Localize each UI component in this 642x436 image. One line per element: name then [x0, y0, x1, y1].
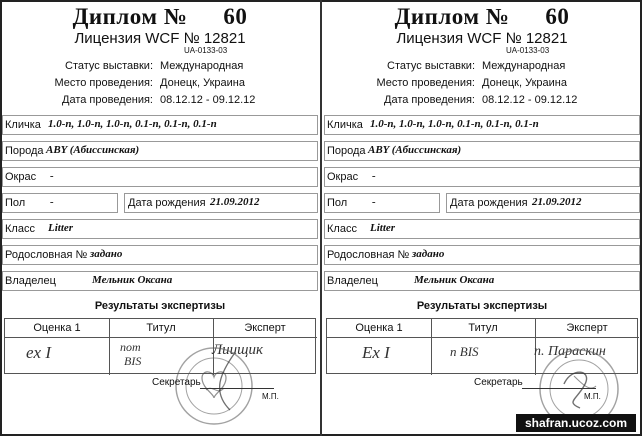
nickname-value: 1.0-n, 1.0-n, 1.0-n, 0.1-n, 0.1-n, 0.1-n	[48, 118, 217, 130]
color-label: Окрас	[327, 171, 359, 183]
diploma-title	[322, 4, 642, 30]
date-value: 08.12.12 - 09.12.12	[160, 94, 256, 106]
field-pedigree	[0, 245, 318, 265]
field-owner	[322, 271, 640, 291]
col-grade: Оценка 1	[355, 322, 403, 334]
owner-label: Владелец	[327, 275, 378, 287]
birth-value: 21.09.2012	[210, 196, 260, 208]
col-title: Титул	[146, 322, 176, 334]
field-breed	[322, 141, 640, 161]
field-pedigree	[322, 245, 640, 265]
pedigree-label: Родословная №	[5, 249, 88, 261]
nickname-value: 1.0-n, 1.0-n, 1.0-n, 0.1-n, 0.1-n, 0.1-n	[370, 118, 539, 130]
owner-value: Мельник Оксана	[92, 274, 173, 286]
col-grade: Оценка 1	[33, 322, 81, 334]
col-expert: Эксперт	[566, 322, 608, 334]
breed-value: ABY (Абиссинская)	[368, 144, 462, 156]
birth-label: Дата рождения	[450, 197, 528, 209]
license-line: Лицензия WCF № 12821	[74, 30, 246, 47]
field-owner	[0, 271, 318, 291]
col-title: Титул	[468, 322, 498, 334]
class-label: Класс	[5, 223, 35, 235]
results-title: Результаты экспертизы	[94, 300, 226, 312]
results-title: Результаты экспертизы	[416, 300, 548, 312]
table-header-line	[327, 337, 639, 338]
class-value: Litter	[370, 222, 396, 234]
birth-label: Дата рождения	[128, 197, 206, 209]
field-sex-birth	[322, 193, 640, 213]
date-label: Дата проведения:	[62, 94, 153, 106]
place-label: Место проведения:	[376, 77, 475, 89]
breed-value: ABY (Абиссинская)	[46, 144, 140, 156]
pedigree-value: задано	[412, 248, 445, 260]
status-value: Международная	[482, 60, 566, 72]
breed-label: Порода	[5, 145, 44, 157]
diploma-right	[322, 0, 642, 436]
handwritten-title-1: nom	[120, 340, 141, 354]
handwritten-grade: Ex I	[362, 343, 390, 362]
field-nickname	[322, 115, 640, 135]
table-header-line	[5, 337, 317, 338]
expert-signature: Лиищик	[212, 342, 263, 358]
sex-value: -	[50, 196, 54, 208]
sex-label: Пол	[5, 197, 26, 209]
license-line: Лицензия WCF № 12821	[396, 30, 568, 47]
birth-value: 21.09.2012	[532, 196, 582, 208]
handwritten-grade: ex I	[26, 343, 52, 362]
nickname-label: Кличка	[327, 119, 363, 131]
field-breed	[0, 141, 318, 161]
secretary-line	[522, 388, 596, 389]
status-value: Международная	[160, 60, 244, 72]
nickname-label: Кличка	[5, 119, 41, 131]
diploma-left	[0, 0, 320, 436]
color-label: Окрас	[5, 171, 37, 183]
diploma-title-text: Диплом №	[72, 4, 188, 29]
breed-label: Порода	[327, 145, 366, 157]
field-class	[0, 219, 318, 239]
date-value: 08.12.12 - 09.12.12	[482, 94, 578, 106]
owner-value: Мельник Оксана	[414, 274, 495, 286]
place-value: Донецк, Украина	[160, 77, 245, 89]
field-nickname	[0, 115, 318, 135]
status-label: Статус выставки:	[65, 60, 153, 72]
field-class	[322, 219, 640, 239]
field-color	[322, 167, 640, 187]
pedigree-label: Родословная №	[327, 249, 410, 261]
place-label: Место проведения:	[54, 77, 153, 89]
secretary-label: Секретарь	[474, 377, 523, 388]
mp-label: М.П.	[584, 392, 601, 401]
diploma-title	[0, 4, 320, 30]
status-label: Статус выставки:	[387, 60, 475, 72]
place-value: Донецк, Украина	[482, 77, 567, 89]
class-label: Класс	[327, 223, 357, 235]
field-sex-birth	[0, 193, 318, 213]
expert-signature: п. Параскин	[534, 344, 606, 359]
license-code: UA-0133-03	[184, 46, 228, 55]
color-value: -	[372, 170, 376, 182]
secretary-label: Секретарь	[152, 377, 201, 388]
handwritten-title: n BIS	[450, 344, 479, 359]
handwritten-title-2: BIS	[124, 354, 142, 368]
col-expert: Эксперт	[244, 322, 286, 334]
mp-label: М.П.	[262, 392, 279, 401]
class-value: Litter	[48, 222, 74, 234]
pedigree-value: задано	[90, 248, 123, 260]
sex-value: -	[372, 196, 376, 208]
diploma-title-text: Диплом №	[394, 4, 510, 29]
diploma-number: 60	[223, 4, 248, 29]
date-label: Дата проведения:	[384, 94, 475, 106]
field-color	[0, 167, 318, 187]
secretary-line	[200, 388, 274, 389]
sex-label: Пол	[327, 197, 348, 209]
owner-label: Владелец	[5, 275, 56, 287]
license-code: UA-0133-03	[506, 46, 550, 55]
diploma-number: 60	[545, 4, 570, 29]
site-watermark: shafran.ucoz.com	[516, 414, 636, 432]
color-value: -	[50, 170, 54, 182]
